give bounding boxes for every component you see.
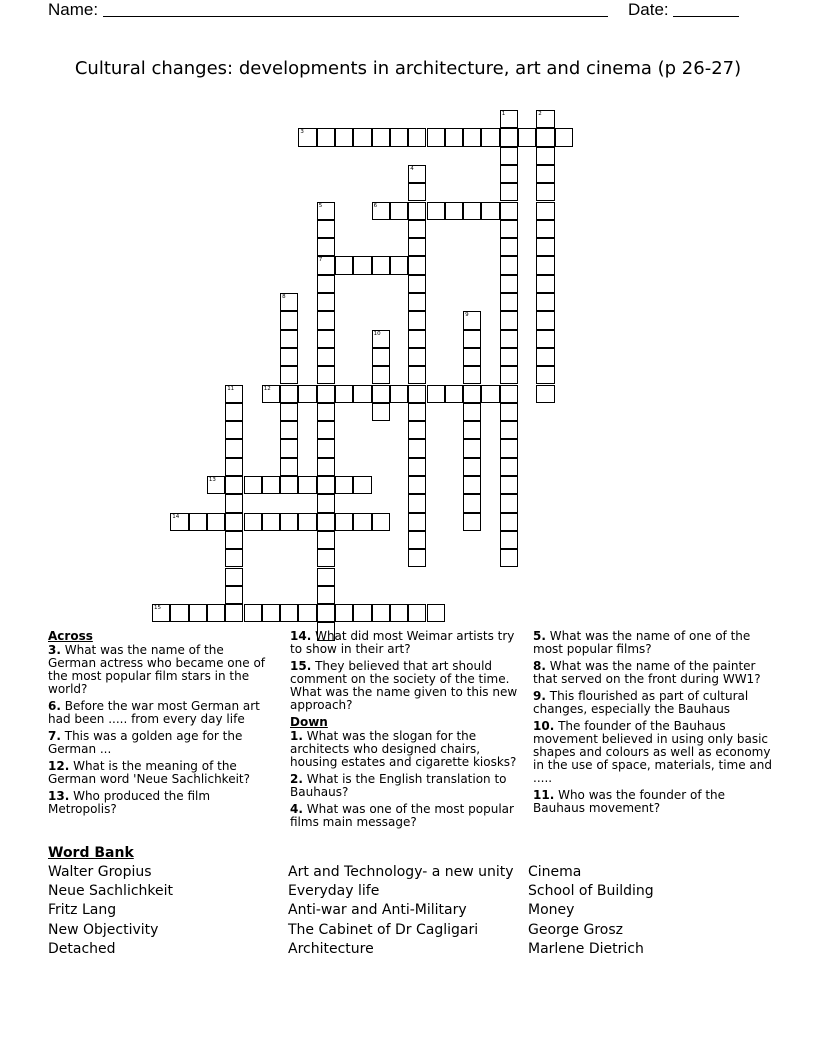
grid-cell[interactable] xyxy=(445,385,463,403)
word-bank-column-2 xyxy=(288,863,514,959)
clue-number-label: 15. xyxy=(290,659,312,673)
across-clue xyxy=(48,644,273,696)
word-bank-item: Detached xyxy=(48,940,116,957)
clue-text: This flourished as part of cultural changes, especially the Bauhaus xyxy=(533,689,749,716)
grid-cell[interactable] xyxy=(317,531,335,549)
grid-cell[interactable] xyxy=(500,494,518,512)
grid-cell[interactable] xyxy=(372,513,390,531)
grid-cell[interactable] xyxy=(244,604,262,622)
clue-text: They believed that art should comment on the society of the time. What was the name given to this new approach? xyxy=(290,659,518,712)
word-bank-item: Marlene Dietrich xyxy=(528,940,644,957)
down-clue xyxy=(533,690,773,716)
clue-number: 10 xyxy=(373,330,381,337)
word-bank-item: School of Building xyxy=(528,883,654,900)
grid-cell[interactable] xyxy=(500,458,518,476)
grid-cell[interactable] xyxy=(500,531,518,549)
across-clue xyxy=(48,700,273,726)
word-bank-item: Fritz Lang xyxy=(48,902,117,919)
clue-number-label: 8. xyxy=(533,659,546,673)
grid-cell[interactable] xyxy=(408,403,426,421)
grid-cell[interactable] xyxy=(408,238,426,256)
grid-cell[interactable] xyxy=(262,385,280,403)
clue-number: 6 xyxy=(373,202,378,209)
grid-cell[interactable] xyxy=(298,128,316,146)
grid-cell[interactable] xyxy=(536,330,554,348)
grid-cell[interactable] xyxy=(500,128,518,146)
name-label: Name: xyxy=(48,0,99,19)
clue-number-label: 5. xyxy=(533,629,546,643)
grid-cell[interactable] xyxy=(500,513,518,531)
grid-cell[interactable] xyxy=(536,220,554,238)
grid-cell[interactable] xyxy=(463,513,481,531)
grid-cell[interactable] xyxy=(408,513,426,531)
grid-cell[interactable] xyxy=(317,439,335,457)
grid-cell[interactable] xyxy=(463,330,481,348)
grid-cell[interactable] xyxy=(372,385,390,403)
across-clue xyxy=(48,790,273,816)
grid-cell[interactable] xyxy=(536,238,554,256)
word-bank-item: Everyday life xyxy=(288,883,380,900)
grid-cell[interactable] xyxy=(463,476,481,494)
grid-cell[interactable] xyxy=(408,604,426,622)
grid-cell[interactable] xyxy=(445,202,463,220)
grid-cell[interactable] xyxy=(500,147,518,165)
grid-cell[interactable] xyxy=(536,147,554,165)
grid-cell[interactable] xyxy=(536,275,554,293)
grid-cell[interactable] xyxy=(353,256,371,274)
clue-number-label: 14. xyxy=(290,629,312,643)
grid-cell[interactable] xyxy=(280,421,298,439)
grid-cell[interactable] xyxy=(317,458,335,476)
clue-number-label: 10. xyxy=(533,719,555,733)
grid-cell[interactable] xyxy=(500,165,518,183)
grid-cell[interactable] xyxy=(408,476,426,494)
grid-cell[interactable] xyxy=(408,366,426,384)
grid-cell[interactable] xyxy=(317,366,335,384)
grid-cell[interactable] xyxy=(372,403,390,421)
across-clue xyxy=(48,760,273,786)
grid-cell[interactable] xyxy=(225,403,243,421)
clue-text: What was the slogan for the architects who designed chairs, housing estates and cigarette kiosks? xyxy=(290,729,517,769)
grid-cell[interactable] xyxy=(262,513,280,531)
clues-column-2 xyxy=(290,630,522,833)
word-bank-item: The Cabinet of Dr Cagligari xyxy=(288,921,479,938)
grid-cell[interactable] xyxy=(225,458,243,476)
grid-cell[interactable] xyxy=(463,366,481,384)
grid-cell[interactable] xyxy=(244,476,262,494)
grid-cell[interactable] xyxy=(317,220,335,238)
down-heading: Down xyxy=(290,715,328,729)
grid-cell[interactable] xyxy=(335,476,353,494)
clue-text: Who was the founder of the Bauhaus movement? xyxy=(533,788,726,815)
grid-cell[interactable] xyxy=(500,476,518,494)
grid-cell[interactable] xyxy=(408,293,426,311)
clue-number: 15 xyxy=(154,605,161,612)
grid-cell[interactable] xyxy=(317,494,335,512)
grid-cell[interactable] xyxy=(536,348,554,366)
grid-cell[interactable] xyxy=(317,293,335,311)
grid-cell[interactable] xyxy=(408,256,426,274)
grid-cell[interactable] xyxy=(500,385,518,403)
across-clue xyxy=(48,730,273,756)
grid-cell[interactable] xyxy=(500,549,518,567)
grid-cell[interactable] xyxy=(372,128,390,146)
grid-cell[interactable] xyxy=(353,128,371,146)
grid-cell[interactable] xyxy=(298,513,316,531)
grid-cell[interactable] xyxy=(225,568,243,586)
grid-cell[interactable] xyxy=(390,604,408,622)
grid-cell[interactable] xyxy=(280,604,298,622)
grid-cell[interactable] xyxy=(353,604,371,622)
word-bank-item: Anti-war and Anti-Military xyxy=(288,902,467,919)
grid-cell[interactable] xyxy=(518,128,536,146)
grid-cell[interactable] xyxy=(317,568,335,586)
grid-cell[interactable] xyxy=(500,220,518,238)
grid-cell[interactable] xyxy=(408,531,426,549)
grid-cell[interactable] xyxy=(536,202,554,220)
grid-cell[interactable] xyxy=(408,348,426,366)
grid-cell[interactable] xyxy=(244,513,262,531)
grid-cell[interactable] xyxy=(390,385,408,403)
grid-cell[interactable] xyxy=(189,604,207,622)
page-title: Cultural changes: developments in architecture, art and cinema (p 26-27) xyxy=(74,58,742,79)
grid-cell[interactable] xyxy=(427,385,445,403)
grid-cell[interactable] xyxy=(500,183,518,201)
clue-number-label: 13. xyxy=(48,789,70,803)
grid-cell[interactable] xyxy=(335,385,353,403)
grid-cell[interactable] xyxy=(500,202,518,220)
grid-cell[interactable] xyxy=(280,366,298,384)
grid-cell[interactable] xyxy=(408,549,426,567)
grid-cell[interactable] xyxy=(317,330,335,348)
grid-cell[interactable] xyxy=(317,238,335,256)
clue-number-label: 9. xyxy=(533,689,546,703)
grid-cell[interactable] xyxy=(408,220,426,238)
across-heading: Across xyxy=(48,629,93,643)
grid-cell[interactable] xyxy=(189,513,207,531)
grid-cell[interactable] xyxy=(408,385,426,403)
grid-cell[interactable] xyxy=(390,128,408,146)
grid-cell[interactable] xyxy=(536,293,554,311)
grid-cell[interactable] xyxy=(536,165,554,183)
grid-cell[interactable] xyxy=(317,513,335,531)
grid-cell[interactable] xyxy=(225,494,243,512)
grid-cell[interactable] xyxy=(225,531,243,549)
grid-cell[interactable] xyxy=(536,385,554,403)
word-bank-heading: Word Bank xyxy=(48,845,134,861)
grid-cell[interactable] xyxy=(481,202,499,220)
grid-cell[interactable] xyxy=(536,256,554,274)
grid-cell[interactable] xyxy=(170,604,188,622)
grid-cell[interactable] xyxy=(280,458,298,476)
grid-cell[interactable] xyxy=(317,348,335,366)
date-label: Date: xyxy=(628,0,669,19)
word-bank-item: Art and Technology- a new unity xyxy=(288,864,514,880)
grid-cell[interactable] xyxy=(536,128,554,146)
clue-text: This was a golden age for the German ... xyxy=(48,729,243,756)
grid-cell[interactable] xyxy=(427,128,445,146)
word-bank-item: New Objectivity xyxy=(48,921,159,938)
clue-number: 9 xyxy=(465,312,469,319)
grid-cell[interactable] xyxy=(408,439,426,457)
clue-text: What was the name of the painter that served on the front during WW1? xyxy=(533,659,761,686)
grid-cell[interactable] xyxy=(500,403,518,421)
grid-cell[interactable] xyxy=(280,513,298,531)
grid-cell[interactable] xyxy=(317,586,335,604)
grid-cell[interactable] xyxy=(500,275,518,293)
grid-cell[interactable] xyxy=(372,256,390,274)
grid-cell[interactable] xyxy=(500,366,518,384)
clue-number-label: 11. xyxy=(533,788,555,802)
grid-cell[interactable] xyxy=(500,311,518,329)
grid-cell[interactable] xyxy=(463,403,481,421)
grid-cell[interactable] xyxy=(427,604,445,622)
grid-cell[interactable] xyxy=(445,128,463,146)
clue-number-label: 1. xyxy=(290,729,303,743)
grid-cell[interactable] xyxy=(225,385,243,403)
grid-cell[interactable] xyxy=(372,604,390,622)
down-clue xyxy=(290,730,522,769)
grid-cell[interactable] xyxy=(280,348,298,366)
grid-cell[interactable] xyxy=(463,421,481,439)
grid-cell[interactable] xyxy=(298,604,316,622)
word-bank-item: Cinema xyxy=(528,864,582,880)
clue-text: The founder of the Bauhaus movement believed in using only basic shapes and colours as well as economy in the use of space, materials, time and ..... xyxy=(533,719,772,785)
clue-number: 11 xyxy=(227,385,235,392)
grid-cell[interactable] xyxy=(335,256,353,274)
grid-cell[interactable] xyxy=(463,458,481,476)
clue-number: 5 xyxy=(318,202,323,209)
clue-number-label: 6. xyxy=(48,699,61,713)
clue-number: 12 xyxy=(263,385,271,392)
grid-cell[interactable] xyxy=(408,494,426,512)
grid-cell[interactable] xyxy=(463,202,481,220)
clue-number: 3 xyxy=(300,129,304,136)
grid-cell[interactable] xyxy=(280,311,298,329)
grid-cell[interactable] xyxy=(317,385,335,403)
across-clue xyxy=(290,630,522,656)
grid-cell[interactable] xyxy=(317,256,335,274)
grid-cell[interactable] xyxy=(372,330,390,348)
grid-cell[interactable] xyxy=(353,513,371,531)
word-bank-item: Architecture xyxy=(288,940,374,957)
clue-number-label: 3. xyxy=(48,643,61,657)
grid-cell[interactable] xyxy=(207,476,225,494)
grid-cell[interactable] xyxy=(372,202,390,220)
clue-text: What did most Weimar artists try to show in their art? xyxy=(290,629,515,656)
grid-cell[interactable] xyxy=(372,348,390,366)
clue-number-label: 12. xyxy=(48,759,70,773)
grid-cell[interactable] xyxy=(408,128,426,146)
grid-cell[interactable] xyxy=(408,165,426,183)
grid-cell[interactable] xyxy=(555,128,573,146)
word-bank-column-3 xyxy=(528,863,654,959)
grid-cell[interactable] xyxy=(317,311,335,329)
clue-text: What is the meaning of the German word 'Neue Sachlichkeit? xyxy=(48,759,250,786)
clue-number-label: 4. xyxy=(290,802,303,816)
grid-cell[interactable] xyxy=(280,330,298,348)
grid-cell[interactable] xyxy=(463,494,481,512)
word-bank-item: Walter Gropius xyxy=(48,864,152,880)
grid-cell[interactable] xyxy=(353,385,371,403)
grid-cell[interactable] xyxy=(170,513,188,531)
grid-cell[interactable] xyxy=(317,128,335,146)
grid-cell[interactable] xyxy=(500,348,518,366)
grid-cell[interactable] xyxy=(500,330,518,348)
grid-cell[interactable] xyxy=(408,311,426,329)
grid-cell[interactable] xyxy=(152,604,170,622)
grid-cell[interactable] xyxy=(225,476,243,494)
grid-cell[interactable] xyxy=(500,238,518,256)
clue-number: 2 xyxy=(538,111,542,117)
clue-number: 7 xyxy=(318,257,323,264)
grid-cell[interactable] xyxy=(262,476,280,494)
grid-cell[interactable] xyxy=(463,439,481,457)
grid-cell[interactable] xyxy=(298,476,316,494)
down-clue xyxy=(533,789,773,815)
grid-cell[interactable] xyxy=(280,293,298,311)
clue-text: What was one of the most popular films main message? xyxy=(290,802,514,829)
clue-number: 4 xyxy=(410,165,414,172)
grid-cell[interactable] xyxy=(408,458,426,476)
grid-cell[interactable] xyxy=(335,128,353,146)
clues-column-1 xyxy=(48,630,273,820)
clue-text: What was the name of one of the most popular films? xyxy=(533,629,751,656)
grid-cell[interactable] xyxy=(463,128,481,146)
grid-cell[interactable] xyxy=(317,549,335,567)
across-clue xyxy=(290,660,522,712)
grid-cell[interactable] xyxy=(463,385,481,403)
grid-cell[interactable] xyxy=(408,183,426,201)
grid-cell[interactable] xyxy=(408,330,426,348)
grid-cell[interactable] xyxy=(500,293,518,311)
grid-cell[interactable] xyxy=(408,202,426,220)
down-clue xyxy=(533,660,773,686)
down-clue xyxy=(290,803,522,829)
word-bank-item: George Grosz xyxy=(528,921,623,938)
grid-cell[interactable] xyxy=(500,256,518,274)
grid-cell[interactable] xyxy=(536,311,554,329)
grid-cell[interactable] xyxy=(408,421,426,439)
grid-cell[interactable] xyxy=(280,476,298,494)
clue-text: What was the name of the German actress who became one of the most popular film stars in the world? xyxy=(48,643,266,696)
grid-cell[interactable] xyxy=(225,439,243,457)
grid-cell[interactable] xyxy=(536,110,554,128)
grid-cell[interactable] xyxy=(317,421,335,439)
grid-cell[interactable] xyxy=(481,385,499,403)
grid-cell[interactable] xyxy=(335,513,353,531)
grid-cell[interactable] xyxy=(298,385,316,403)
grid-cell[interactable] xyxy=(225,586,243,604)
grid-cell[interactable] xyxy=(536,183,554,201)
grid-cell[interactable] xyxy=(500,110,518,128)
grid-cell[interactable] xyxy=(280,403,298,421)
word-bank-item: Neue Sachlichkeit xyxy=(48,883,174,900)
clue-number: 14 xyxy=(172,513,180,520)
clue-number: 1 xyxy=(501,111,506,117)
grid-cell[interactable] xyxy=(317,604,335,622)
grid-cell[interactable] xyxy=(225,421,243,439)
clue-number-label: 7. xyxy=(48,729,61,743)
grid-cell[interactable] xyxy=(372,366,390,384)
grid-cell[interactable] xyxy=(335,604,353,622)
grid-cell[interactable] xyxy=(317,476,335,494)
clue-number: 13 xyxy=(208,477,216,483)
grid-cell[interactable] xyxy=(262,604,280,622)
grid-cell[interactable] xyxy=(390,202,408,220)
grid-cell[interactable] xyxy=(207,604,225,622)
grid-cell[interactable] xyxy=(280,385,298,403)
clue-number-label: 2. xyxy=(290,772,303,786)
grid-cell[interactable] xyxy=(500,439,518,457)
grid-cell[interactable] xyxy=(500,421,518,439)
grid-cell[interactable] xyxy=(408,275,426,293)
grid-cell[interactable] xyxy=(317,275,335,293)
grid-cell[interactable] xyxy=(353,476,371,494)
clues-column-3 xyxy=(533,630,773,819)
grid-cell[interactable] xyxy=(207,513,225,531)
grid-cell[interactable] xyxy=(390,256,408,274)
grid-cell[interactable] xyxy=(317,403,335,421)
clue-text: Who produced the film Metropolis? xyxy=(48,789,211,816)
word-bank-column-1 xyxy=(48,863,173,959)
down-clue xyxy=(533,720,773,785)
down-clue xyxy=(533,630,773,656)
clue-text: What is the English translation to Bauhaus? xyxy=(290,772,507,799)
grid-cell[interactable] xyxy=(225,604,243,622)
grid-cell[interactable] xyxy=(481,128,499,146)
grid-cell[interactable] xyxy=(225,549,243,567)
grid-cell[interactable] xyxy=(225,513,243,531)
down-clue xyxy=(290,773,522,799)
clue-number: 8 xyxy=(282,294,286,300)
grid-cell[interactable] xyxy=(317,202,335,220)
grid-cell[interactable] xyxy=(463,348,481,366)
grid-cell[interactable] xyxy=(280,439,298,457)
grid-cell[interactable] xyxy=(463,311,481,329)
grid-cell[interactable] xyxy=(427,202,445,220)
word-bank-item: Money xyxy=(528,902,575,919)
grid-cell[interactable] xyxy=(536,366,554,384)
clue-text: Before the war most German art had been ..... from every day life xyxy=(48,699,260,726)
